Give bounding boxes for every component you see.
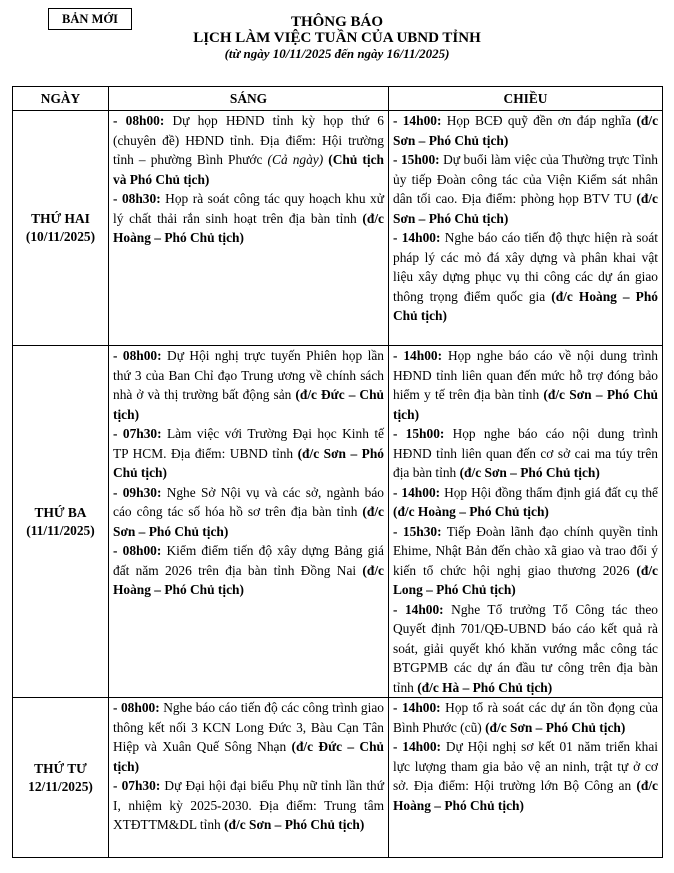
entry-assignee: (đ/c Hoàng – Phó Chủ tịch) (113, 210, 384, 245)
column-header-afternoon: CHIỀU (389, 87, 663, 111)
schedule-entry (393, 424, 658, 483)
entry-assignee: (đ/c Hoàng – Phó Chủ tịch) (393, 778, 658, 813)
entry-time: - 15h30: (393, 523, 442, 539)
afternoon-cell (389, 698, 663, 858)
entry-text: Nghe báo cáo tiến độ các công trình giao thông kết nối 3 KCN Long Đức 3, Bàu Cạn Tân Hiệp và Xuân Quế Sông Nhạn (113, 700, 384, 754)
entry-time: - 14h00: (393, 230, 441, 245)
document-header (0, 14, 674, 61)
new-version-badge: BẢN MỚI (48, 8, 132, 30)
schedule-entry (393, 698, 658, 737)
entry-time: - 14h00: (393, 601, 444, 617)
date-range: (từ ngày 10/11/2025 đến ngày 16/11/2025) (224, 46, 450, 61)
schedule-entry (113, 776, 384, 835)
entry-assignee: (đ/c Hoàng – Phó Chủ tịch) (393, 504, 549, 519)
entry-assignee: (đ/c Sơn – Phó Chủ tịch) (393, 191, 658, 226)
morning-cell (109, 111, 389, 346)
entry-time: - 15h00: (393, 152, 440, 167)
entry-text: Nghe Sở Nội vụ và các sở, ngành báo cáo công tác số hóa hồ sơ trên địa bàn tỉnh (113, 484, 384, 519)
document-title: THÔNG BÁO (290, 14, 384, 30)
entry-text: Nghe báo cáo tiến độ thực hiện rà soát pháp lý các mỏ đá xây dựng và phân khai vật liệu xây dựng phục vụ thi công các dự án giao thông trọng điểm quốc gia (393, 230, 658, 304)
morning-cell (109, 346, 389, 698)
entry-assignee: (đ/c Sơn – Phó Chủ tịch) (113, 445, 384, 480)
day-name: THỨ HAI (31, 211, 90, 226)
day-date: (11/11/2025) (26, 522, 95, 538)
entry-text: Tiếp Đoàn lãnh đạo chính quyền tỉnh Ehime, Nhật Bản đến chào xã giao và trao đổi ý kiến tổ chức hội nghị giao thương 2026 (393, 523, 658, 578)
day-name: THỨ TƯ (34, 760, 87, 776)
entry-time: - 09h30: (113, 484, 162, 500)
schedule-entry (113, 541, 384, 600)
entry-time: - 07h30: (113, 778, 161, 793)
entry-assignee: (Chủ tịch và Phó Chủ tịch) (113, 152, 384, 187)
day-name: THỨ BA (34, 504, 87, 520)
entry-time: - 08h30: (113, 191, 161, 206)
entry-time: - 14h00: (393, 739, 441, 754)
schedule-entry (393, 346, 658, 424)
entry-time: - 08h00: (113, 700, 160, 715)
table-row (13, 698, 663, 858)
entry-time: - 08h00: (113, 543, 162, 558)
entry-text: Kiểm điểm tiến độ xây dựng Bảng giá đất năm 2026 trên địa bàn tỉnh Đồng Nai (113, 543, 385, 578)
entry-assignee: (đ/c Sơn – Phó Chủ tịch) (224, 817, 365, 832)
entry-assignee: (đ/c Sơn – Phó Chủ tịch) (459, 465, 600, 480)
schedule-entry (393, 522, 658, 600)
entry-assignee: (đ/c Hoàng – Phó Chủ tịch) (393, 288, 658, 323)
day-cell (13, 346, 109, 698)
entry-time: - 08h00: (113, 113, 165, 128)
column-header-day: NGÀY (13, 87, 109, 111)
entry-text: Dự Đại hội đại biểu Phụ nữ tỉnh lần thứ I, nhiệm kỳ 2025-2030. Địa điểm: Trung tâm XTĐTTM&DL tỉnh (113, 778, 384, 832)
entry-note: (Cả ngày) (267, 152, 324, 167)
schedule-entry (113, 483, 384, 542)
afternoon-cell (389, 111, 663, 346)
schedule-entry (393, 111, 658, 150)
schedule-entry (393, 483, 658, 522)
entry-text: Làm việc với Trường Đại học Kinh tế TP HCM. Địa điểm: UBND tỉnh (113, 426, 384, 461)
entry-text: Dự buổi làm việc của Thường trực Tỉnh ủy tiếp Đoàn công tác của Viện Kiểm sát nhân dân tối cao. Địa điểm: phòng họp BTV TU (393, 152, 658, 206)
entry-time: - 07h30: (113, 426, 162, 441)
day-cell (13, 698, 109, 858)
day-date: (10/11/2025) (25, 229, 96, 244)
schedule-entry (113, 189, 384, 248)
morning-cell (109, 698, 389, 858)
entry-assignee: (đ/c Hà – Phó Chủ tịch) (417, 679, 553, 695)
entry-time: - 14h00: (393, 700, 441, 715)
schedule-entry (113, 346, 384, 424)
schedule-entry (393, 600, 658, 698)
entry-text: Họp nghe báo cáo nội dung trình HĐND tỉnh liên quan đến cơ sở cai ma túy trên địa bàn tỉnh (393, 426, 658, 480)
entry-text: Nghe Tổ trưởng Tổ Công tác theo Quyết định 701/QĐ-UBND báo cáo kết quả rà soát, giải quyết khó khăn vướng mắc công tác BTGPMB các dự án đầu tư công trên địa bàn tỉnh (393, 601, 659, 695)
schedule-table (12, 86, 663, 858)
entry-assignee: (đ/c Đức – Chủ tịch) (113, 387, 384, 422)
column-header-morning: SÁNG (109, 87, 389, 111)
entry-text: Họp BCĐ quỹ đền ơn đáp nghĩa (441, 113, 637, 128)
entry-time: - 14h00: (393, 484, 441, 500)
entry-time: - 15h00: (393, 426, 445, 441)
entry-text: Dự Hội nghị trực tuyến Phiên họp lần thứ 3 của Ban Chỉ đạo Trung ương về chính sách nhà ở và thị trường bất động sản (113, 348, 384, 402)
entry-assignee: (đ/c Đức – Chủ tịch) (113, 739, 384, 774)
entry-assignee: (đ/c Hoàng – Phó Chủ tịch) (113, 562, 384, 597)
entry-time: - 08h00: (113, 348, 162, 363)
schedule-entry (393, 737, 658, 815)
document-subtitle: LỊCH LÀM VIỆC TUẦN CỦA UBND TỈNH (193, 30, 481, 46)
schedule-entry (113, 111, 384, 189)
entry-assignee: (đ/c Sơn – Phó Chủ tịch) (393, 387, 658, 422)
table-row (13, 346, 663, 698)
day-date: 12/11/2025) (28, 778, 93, 794)
entry-text: Họp nghe báo cáo về nội dung trình HĐND tỉnh liên quan đến mức hỗ trợ đóng bảo hiểm y tế trên địa bàn tỉnh (393, 348, 659, 402)
entry-assignee: (đ/c Long – Phó Chủ tịch) (393, 562, 658, 597)
entry-text: Dự họp HĐND tỉnh kỳ họp thứ 6 (chuyên đề) HĐND tỉnh. Địa điểm: Hội trường tỉnh – phường Bình Phước (113, 113, 384, 167)
day-cell (13, 111, 109, 346)
table-row (13, 111, 663, 346)
entry-time: - 14h00: (393, 113, 442, 128)
entry-text: Họp rà soát công tác quy hoạch khu xử lý chất thải rắn sinh hoạt trên địa bàn tỉnh (113, 191, 384, 226)
entry-assignee: (đ/c Sơn – Phó Chủ tịch) (113, 504, 384, 539)
entry-time: - 14h00: (393, 348, 443, 363)
entry-assignee: (đ/c Sơn – Phó Chủ tịch) (393, 113, 659, 148)
entry-text: Họp Hội đồng thẩm định giá đất cụ thể (440, 484, 658, 500)
entry-text: Họp tổ rà soát các dự án tồn đọng của Bình Phước (cũ) (393, 700, 658, 735)
entry-assignee: (đ/c Sơn – Phó Chủ tịch) (485, 719, 626, 735)
schedule-entry (393, 228, 658, 326)
schedule-entry (113, 698, 384, 776)
afternoon-cell (389, 346, 663, 698)
schedule-entry (393, 150, 658, 228)
schedule-entry (113, 424, 384, 483)
entry-text: Dự Hội nghị sơ kết 01 năm triển khai lực lượng tham gia bảo vệ an ninh, trật tự ở cơ sở. Địa điểm: Hội trường lớn Bộ Công an (393, 739, 658, 793)
